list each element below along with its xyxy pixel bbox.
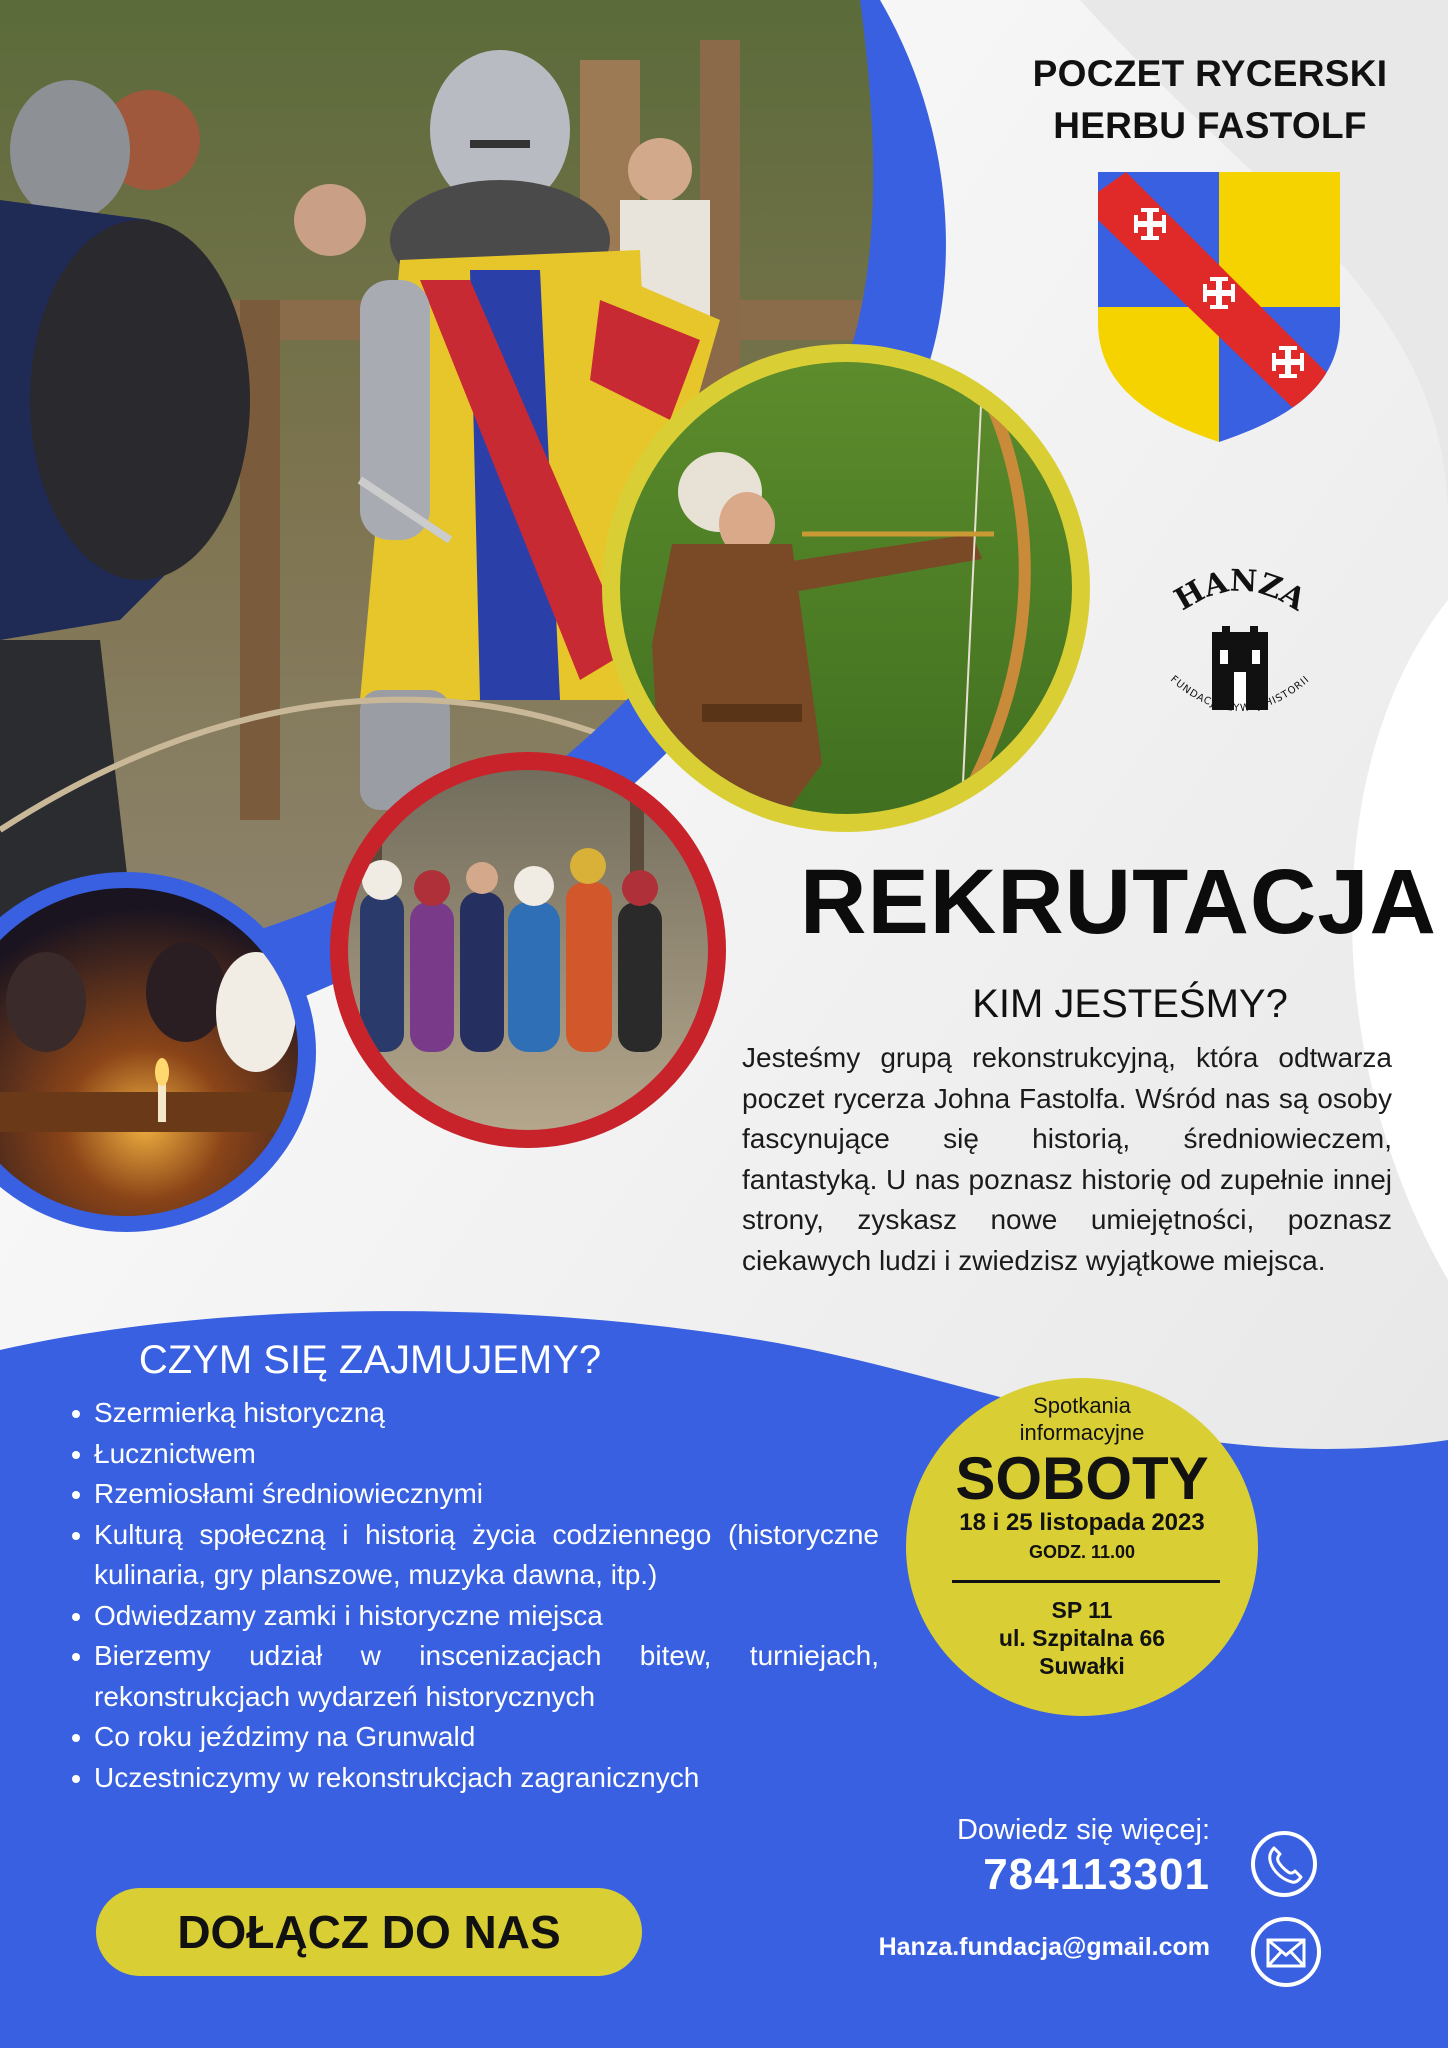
list-item: Szermierką historyczną bbox=[94, 1393, 879, 1434]
fastolf-coat-of-arms-icon bbox=[1098, 172, 1340, 442]
meeting-time: GODZ. 11.00 bbox=[1028, 1542, 1136, 1562]
contact-label: Dowiedz się więcej: bbox=[956, 1814, 1210, 1846]
phone-icon[interactable] bbox=[1250, 1830, 1318, 1898]
list-item: Co roku jeździmy na Grunwald bbox=[94, 1717, 879, 1758]
hanza-foundation-logo bbox=[1160, 560, 1320, 720]
list-item: Bierzemy udział w inscenizacjach bitew, turniejach, rekonstrukcjach wydarzeń historycznych bbox=[94, 1636, 879, 1717]
email-link[interactable]: Hanza.fundacja@gmail.com bbox=[878, 1933, 1210, 1961]
org-title-line2: HERBU FASTOLF bbox=[1053, 105, 1367, 146]
what-we-do-title: CZYM SIĘ ZAJMUJEMY? bbox=[138, 1338, 602, 1382]
meeting-day: SOBOTY bbox=[955, 1445, 1209, 1512]
meeting-place-line2: ul. Szpitalna 66 bbox=[998, 1625, 1166, 1651]
list-item: Odwiedzamy zamki i historyczne miejsca bbox=[94, 1596, 879, 1637]
svg-text:HANZA bbox=[1169, 564, 1312, 619]
divider bbox=[952, 1580, 1220, 1583]
logo-tagline: FUNDACJA ŻYWEJ HISTORII bbox=[1168, 673, 1312, 715]
meeting-label-line1: Spotkania bbox=[1033, 1393, 1131, 1418]
who-we-are-text: Jesteśmy grupą rekonstrukcyjną, która odtwarza poczet rycerza Johna Fastolfa. Wśród nas są osoby fascynujące się historią, średniowieczem, fantastyką. U nas poznasz historię od zupełnie innej strony, zyskasz nowe umiejętności, poznasz ciekawych ludzi i zwiedzisz wyjątkowe miejsca. bbox=[742, 1042, 1392, 1276]
recruitment-headline: REKRUTACJA bbox=[800, 851, 1437, 953]
list-item: Rzemiosłami średniowiecznymi bbox=[94, 1474, 879, 1515]
list-item: Łucznictwem bbox=[94, 1434, 879, 1475]
meeting-info-badge bbox=[906, 1378, 1258, 1716]
meeting-dates: 18 i 25 listopada 2023 bbox=[959, 1509, 1205, 1536]
logo-wordmark: HANZA bbox=[1168, 563, 1312, 619]
meeting-place-line1: SP 11 bbox=[1051, 1597, 1113, 1623]
phone-number-link[interactable]: 784113301 bbox=[983, 1850, 1210, 1899]
meeting-label-line2: informacyjne bbox=[1019, 1420, 1145, 1445]
join-us-button[interactable]: DOŁĄCZ DO NAS bbox=[96, 1888, 642, 1976]
meeting-label bbox=[906, 1392, 1258, 1446]
list-item: Kulturą społeczną i historią życia codziennego (historyczne kulinaria, gry planszowe, muzyka dawna, itp.) bbox=[94, 1515, 879, 1596]
activities-list bbox=[62, 1393, 879, 1798]
org-title bbox=[1000, 48, 1420, 152]
mail-icon[interactable] bbox=[1250, 1916, 1322, 1988]
who-we-are-title: KIM JESTEŚMY? bbox=[972, 982, 1288, 1026]
meeting-place bbox=[906, 1596, 1258, 1680]
list-item: Uczestniczymy w rekonstrukcjach zagranicznych bbox=[94, 1758, 879, 1799]
org-title-line1: POCZET RYCERSKI bbox=[1032, 53, 1388, 94]
medieval-feast-candlelight-photo bbox=[0, 872, 316, 1232]
meeting-place-line3: Suwałki bbox=[1039, 1653, 1125, 1679]
reenactors-group-photo bbox=[330, 752, 726, 1148]
